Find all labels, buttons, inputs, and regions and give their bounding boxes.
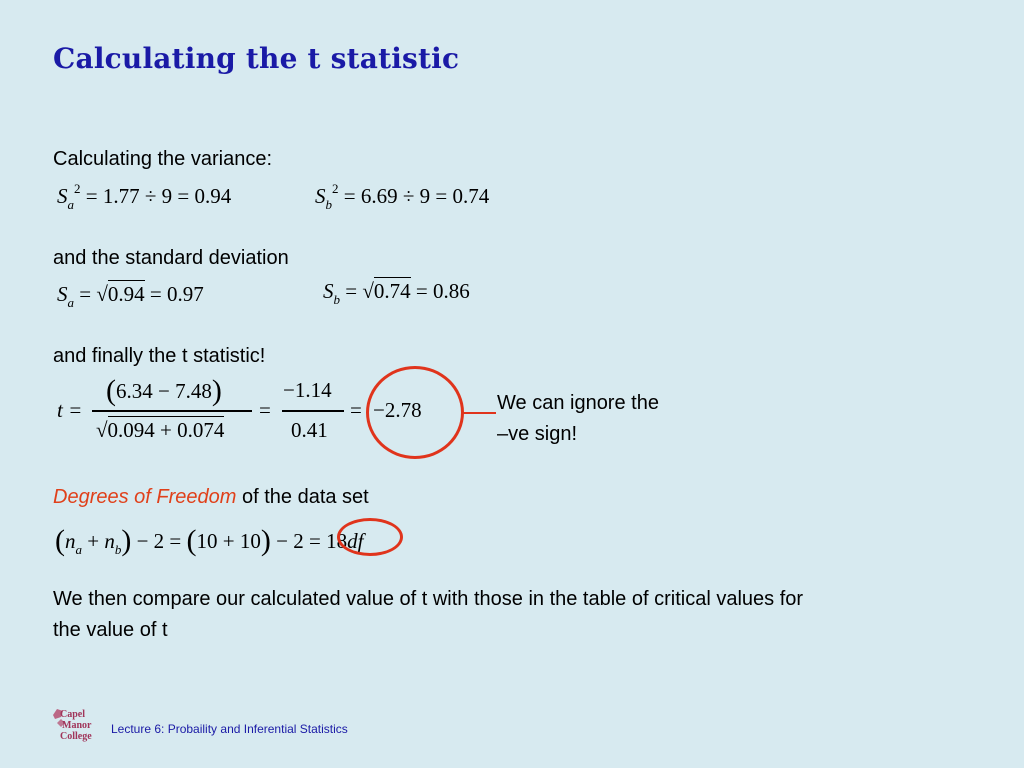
sqrt-symbol: √	[362, 279, 374, 303]
df-result-highlight-circle	[337, 518, 403, 556]
stddev-sa-equation	[57, 282, 204, 310]
minus-two-2: − 2 =	[270, 529, 327, 553]
minus-two-1: − 2 =	[131, 529, 187, 553]
n-symbol: n	[65, 529, 76, 553]
ignore-sign-note-line1: We can ignore the	[497, 392, 659, 414]
sa-variance-rhs: = 1.77 ÷ 9 = 0.94	[85, 184, 232, 208]
ignore-sign-note-line2: –ve sign!	[497, 423, 578, 445]
variance-sa-equation	[57, 181, 232, 212]
logo-text-line3: College	[60, 731, 92, 742]
df-label-italic: Degrees of Freedom	[53, 486, 237, 508]
df-inner-sum: 10 + 10	[196, 529, 261, 553]
compare-paragraph	[53, 584, 803, 646]
sqrt-symbol: √	[96, 418, 108, 442]
df-unit: df	[347, 529, 364, 553]
open-paren: (	[55, 524, 65, 557]
t-lhs	[57, 398, 82, 423]
df-result: 18	[326, 529, 348, 553]
t-denominator	[96, 418, 224, 443]
sb-radicand: 0.74	[373, 279, 411, 303]
sb-symbol: S	[323, 279, 334, 303]
sb-superscript: 2	[332, 181, 339, 196]
fraction-bar-2	[282, 410, 344, 412]
n-symbol: n	[104, 529, 115, 553]
sa-radicand: 0.94	[107, 282, 145, 306]
t-symbol: t =	[57, 398, 83, 422]
t-result: −2.78	[373, 398, 422, 422]
sb-stddev-result: = 0.86	[415, 279, 470, 303]
sb-subscript: b	[325, 197, 332, 212]
open-paren: (	[106, 374, 116, 407]
sa-subscript: a	[67, 197, 74, 212]
compare-line2: the value of t	[53, 619, 168, 641]
df-label-rest: of the data set	[236, 486, 369, 508]
sa-superscript: 2	[74, 181, 81, 196]
stddev-label: and the standard deviation	[53, 247, 289, 269]
sa-equals: =	[79, 282, 92, 306]
sb-variance-rhs: = 6.69 ÷ 9 = 0.74	[343, 184, 490, 208]
t-denominator-radicand: 0.094 + 0.074	[107, 418, 225, 442]
t-numerator	[106, 372, 222, 406]
variance-sb-equation	[315, 181, 490, 212]
close-paren: )	[260, 524, 271, 557]
fraction-bar-1	[92, 410, 252, 412]
df-equation	[55, 522, 363, 556]
a-subscript: a	[75, 542, 82, 557]
logo-text-line1: Capel	[60, 709, 85, 720]
compare-line1: We then compare our calculated value of t with those in the table of critical values for	[53, 588, 804, 610]
page-title: Calculating the t statistic	[53, 42, 460, 75]
close-paren: )	[121, 524, 132, 557]
t-denominator-2: 0.41	[291, 418, 328, 442]
tstat-label: and finally the t statistic!	[53, 345, 266, 367]
close-paren: )	[211, 374, 222, 407]
sa-stddev-result: = 0.97	[149, 282, 204, 306]
callout-line	[463, 412, 496, 414]
stddev-sb-equation	[323, 279, 470, 307]
sa-symbol: S	[57, 282, 68, 306]
t-equals-3: =	[350, 398, 362, 422]
open-paren: (	[186, 524, 197, 557]
sa-symbol: S	[57, 184, 68, 208]
t-numerator-2: −1.14	[283, 378, 332, 402]
t-numerator-expr: 6.34 − 7.48	[116, 379, 212, 403]
college-logo	[51, 705, 109, 743]
logo-text-line2: Manor	[62, 720, 92, 731]
b-subscript: b	[114, 542, 122, 557]
ignore-sign-note	[497, 388, 659, 450]
sa-subscript: a	[67, 295, 74, 310]
sqrt-symbol: √	[96, 282, 108, 306]
df-label	[53, 486, 369, 509]
t-equals-2: =	[259, 398, 271, 422]
t-result-highlight-circle	[366, 366, 464, 459]
sb-subscript: b	[333, 292, 340, 307]
sb-equals: =	[345, 279, 358, 303]
footer-lecture-text: Lecture 6: Probaility and Inferential Statistics	[111, 722, 348, 736]
sb-symbol: S	[315, 184, 326, 208]
variance-label: Calculating the variance:	[53, 148, 273, 170]
plus-sign: +	[82, 529, 105, 553]
